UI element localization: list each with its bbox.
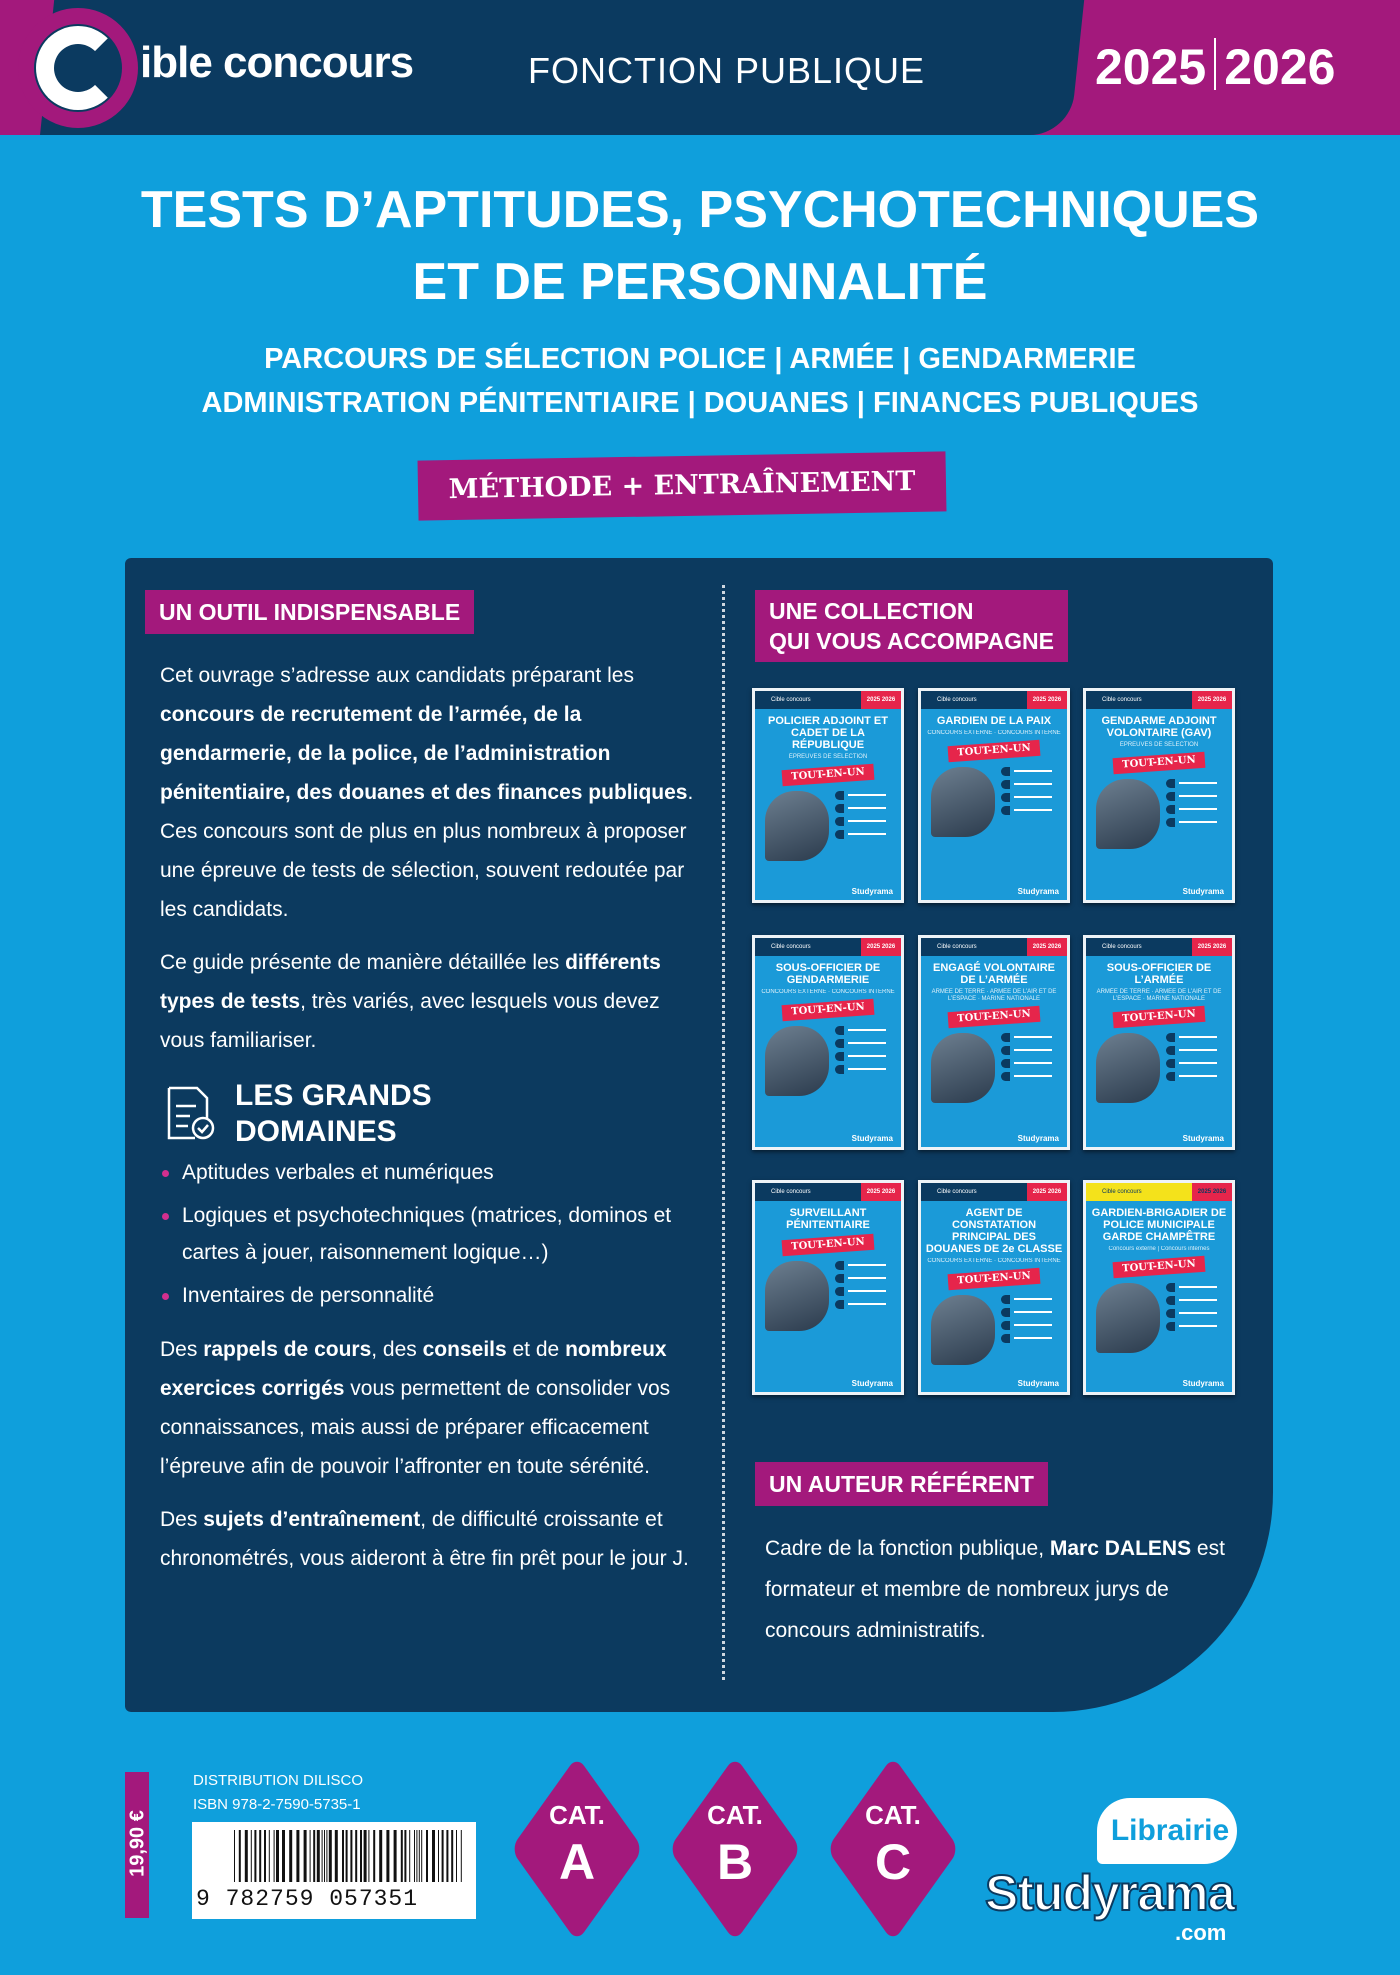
cover-header [1086, 1183, 1232, 1201]
cover-tout-en-un: TOUT-EN-UN [948, 1006, 1041, 1028]
collection-cover[interactable] [918, 935, 1070, 1150]
cover-years [861, 691, 901, 709]
cover-photo [765, 791, 829, 861]
text: Des [160, 1508, 204, 1531]
bold-text: rappels de cours [203, 1338, 372, 1361]
cover-header [1086, 691, 1232, 709]
barcode-bar [234, 1830, 235, 1882]
cover-years [861, 1183, 901, 1201]
cover-brand: Cible concours [937, 1189, 977, 1195]
domains-title-line1: LES GRANDS [235, 1079, 432, 1112]
collection-cover[interactable] [1083, 1180, 1235, 1395]
cover-body [765, 1026, 901, 1133]
text: Cadre de la fonction publique, [765, 1537, 1050, 1560]
cover-brand: Cible concours [771, 944, 811, 950]
barcode-bar [245, 1830, 248, 1882]
cover-year: 2026 [881, 944, 896, 950]
cover-year: 2025 [1032, 1189, 1047, 1195]
cover-tout-en-un: TOUT-EN-UN [1113, 1006, 1206, 1028]
cover-brand: Cible concours [771, 1189, 811, 1195]
barcode [192, 1822, 476, 1919]
cover-year: 2026 [1047, 1189, 1062, 1195]
intro-paragraph [160, 656, 700, 929]
cover-header [921, 1183, 1067, 1201]
cover-years [1027, 1183, 1067, 1201]
method-badge: MÉTHODE + ENTRAÎNEMENT [418, 451, 947, 520]
barcode-bar [438, 1830, 439, 1882]
cover-header [1086, 938, 1232, 956]
cover-year: 2026 [1047, 944, 1062, 950]
cover-photo [1096, 1283, 1160, 1353]
cover-body [931, 767, 1067, 886]
cover-tout-en-un: TOUT-EN-UN [782, 1234, 875, 1256]
cover-title: POLICIER ADJOINT ET CADET DE LA RÉPUBLIQUE [768, 715, 888, 751]
text: , des [371, 1338, 423, 1361]
barcode-bar [342, 1830, 344, 1882]
barcode-bar [461, 1830, 462, 1882]
cover-years [1027, 938, 1067, 956]
cover-header [921, 691, 1067, 709]
cover-year: 2025 [866, 697, 881, 703]
text: , de difficulté croissante et chronométrés, vous aideront à être fin prêt pour le jour J. [160, 1508, 689, 1570]
cover-features [835, 791, 895, 886]
barcode-bar [446, 1830, 448, 1882]
text: Cet ouvrage s’adresse aux candidats préparant les [160, 664, 634, 687]
cover-publisher: Studyrama [1182, 1134, 1224, 1143]
edition-years [1095, 38, 1335, 96]
training-paragraph [160, 1500, 700, 1578]
cover-publisher: Studyrama [1182, 1379, 1224, 1388]
cat-label: CAT. [707, 1800, 763, 1830]
barcode-bar [313, 1830, 315, 1882]
barcode-bar [451, 1830, 453, 1882]
bold-text: conseils [422, 1338, 507, 1361]
category-a-badge [502, 1772, 652, 1922]
domains-title-line2: DOMAINES [235, 1115, 397, 1148]
barcode-bar [416, 1830, 417, 1882]
barcode-bar [442, 1830, 444, 1882]
cover-body [1096, 779, 1232, 886]
cover-photo [765, 1261, 829, 1331]
cover-years [861, 938, 901, 956]
cover-features [1166, 1283, 1226, 1378]
book-subtitle-line2: ADMINISTRATION PÉNITENTIAIRE | DOUANES | FINANCES PUBLIQUES [201, 387, 1199, 419]
barcode-bar [282, 1830, 285, 1882]
logo-librairie: Librairie [1110, 1814, 1230, 1847]
cover-subtitle: Concours externe | Concours internes [1108, 1246, 1210, 1252]
cover-header [921, 938, 1067, 956]
cover-title: ENGAGÉ VOLONTAIRE DE L’ARMÉE [932, 962, 1056, 986]
barcode-bar [401, 1830, 403, 1882]
cover-year: 2026 [1212, 944, 1227, 950]
cover-features [835, 1026, 895, 1133]
left-column [145, 590, 700, 1578]
year-end: 2026 [1224, 39, 1336, 95]
cover-year: 2025 [866, 944, 881, 950]
cover-photo [931, 1295, 995, 1365]
year-start: 2025 [1095, 39, 1207, 95]
cover-brand: Cible concours [771, 697, 811, 703]
cover-tout-en-un: TOUT-EN-UN [1113, 1256, 1206, 1278]
barcode-bar [414, 1830, 415, 1882]
price: 19,90 € [126, 1810, 149, 1877]
document-check-icon [165, 1086, 215, 1142]
cover-publisher: Studyrama [851, 887, 893, 896]
cover-year: 2025 [866, 1189, 881, 1195]
cover-years [1027, 691, 1067, 709]
cover-subtitle: CONCOURS EXTERNE · CONCOURS INTERNE [927, 1258, 1061, 1264]
cover-features [1001, 1295, 1061, 1378]
barcode-bar [296, 1830, 299, 1882]
cover-tout-en-un: TOUT-EN-UN [948, 1268, 1041, 1290]
cover-photo [1096, 779, 1160, 849]
cover-year: 2025 [1032, 944, 1047, 950]
cover-brand: Cible concours [937, 944, 977, 950]
barcode-bar [355, 1830, 357, 1882]
isbn: ISBN 978-2-7590-5735-1 [193, 1796, 361, 1813]
barcode-bar [432, 1830, 435, 1882]
column-divider [722, 585, 725, 1680]
domains-title [235, 1078, 432, 1150]
collection-cover[interactable] [918, 1180, 1070, 1395]
cover-subtitle: CONCOURS EXTERNE · CONCOURS INTERNE [761, 989, 895, 995]
cat-label: CAT. [865, 1800, 921, 1830]
cover-year: 2025 [1032, 697, 1047, 703]
barcode-bar [404, 1830, 406, 1882]
collection-tag-line2: QUI VOUS ACCOMPAGNE [769, 628, 1054, 654]
barcode-bar [274, 1830, 275, 1882]
bold-text: nombreux exercices corrigés [160, 1338, 667, 1400]
cover-body [931, 1033, 1067, 1133]
cover-body [1096, 1283, 1232, 1378]
collection-tag-line1: UNE COLLECTION [769, 598, 974, 624]
cover-years [1192, 938, 1232, 956]
cover-subtitle: CONCOURS EXTERNE · CONCOURS INTERNE [927, 730, 1061, 736]
book-title-line1: TESTS D’APTITUDES, PSYCHOTECHNIQUES [140, 181, 1260, 239]
cover-year: 2025 [1197, 697, 1212, 703]
cover-year: 2025 [1197, 944, 1212, 950]
guide-paragraph [160, 943, 700, 1060]
cover-title: SOUS-OFFICIER DE L’ARMÉE [1106, 962, 1212, 986]
cover-subtitle: ARMÉE DE TERRE · ARMÉE DE L’AIR ET DE L’ESPACE · MARINE NATIONALE [1096, 989, 1222, 1002]
author-paragraph [765, 1528, 1225, 1651]
barcode-bar [317, 1830, 320, 1882]
collection-cover[interactable] [752, 935, 904, 1150]
logo-studyrama: Studyrama [985, 1865, 1235, 1921]
distribution: DISTRIBUTION DILISCO [193, 1772, 364, 1789]
bold-text: concours de recrutement de l’armée, de la gendarmerie, de la police, de l’administration pénitentiaire, des douanes et des finances publiques [160, 703, 688, 804]
barcode-bar [326, 1830, 327, 1882]
cover-title: GARDIEN-BRIGADIER DE POLICE MUNICIPALE GARDE CHAMPÊTRE [1091, 1207, 1227, 1243]
cover-year: 2026 [1047, 697, 1062, 703]
barcode-bar [373, 1830, 375, 1882]
bold-text: différents types de tests [160, 951, 661, 1013]
text: . Ces concours sont de plus en plus nombreux à proposer une épreuve de tests de sélection, souvent redoutée par les candidats. [160, 781, 694, 921]
barcode-bar [335, 1830, 338, 1882]
cover-publisher: Studyrama [1182, 887, 1224, 896]
cover-body [1096, 1033, 1232, 1133]
cover-publisher: Studyrama [851, 1379, 893, 1388]
barcode-bar [259, 1830, 261, 1882]
cover-subtitle: ÉPREUVES DE SÉLECTION [788, 754, 868, 760]
cover-title: GARDIEN DE LA PAIX [936, 715, 1052, 727]
text: est formateur et membre de nombreux jurys de concours administratifs. [765, 1537, 1225, 1642]
cover-year: 2025 [1197, 1189, 1212, 1195]
cat-letter: A [558, 1834, 596, 1890]
cover-body [931, 1295, 1067, 1378]
cover-subtitle: ÉPREUVES DE SÉLECTION [1119, 742, 1199, 748]
bold-text: Marc DALENS [1049, 1537, 1192, 1560]
cover-publisher: Studyrama [1017, 1134, 1059, 1143]
cover-features [1001, 1033, 1061, 1133]
cover-features [1166, 1033, 1226, 1133]
barcode-bar [304, 1830, 307, 1882]
domain-item: Inventaires de personnalité [160, 1277, 700, 1314]
text: vous permettent de consolider vos connaissances, mais aussi de préparer efficacement l’épreuve afin de pouvoir l’affronter en toute sérénité. [160, 1377, 671, 1478]
year-separator [1214, 38, 1216, 90]
barcode-bar [254, 1830, 256, 1882]
barcode-bar [419, 1830, 420, 1882]
domains-heading [165, 1078, 432, 1150]
brand-name: ible concours [140, 38, 414, 87]
cover-tout-en-un: TOUT-EN-UN [1113, 752, 1206, 774]
cover-photo [1096, 1033, 1160, 1103]
barcode-bar [269, 1830, 270, 1882]
cover-years [1192, 691, 1232, 709]
domains-list [160, 1154, 700, 1320]
book-title-line2: ET DE PERSONNALITÉ [412, 253, 988, 311]
barcode-bar [409, 1830, 410, 1882]
cover-features [1166, 779, 1226, 886]
cover-year: 2026 [881, 1189, 896, 1195]
cover-brand: Cible concours [937, 697, 977, 703]
cover-publisher: Studyrama [1017, 887, 1059, 896]
tool-tag: UN OUTIL INDISPENSABLE [145, 590, 474, 634]
studyrama-logo [985, 1795, 1265, 1945]
cover-header [755, 1183, 901, 1201]
barcode-bar [322, 1830, 323, 1882]
cover-brand: Cible concours [1102, 697, 1142, 703]
cover-year: 2026 [1212, 1189, 1227, 1195]
collection-cover[interactable] [1083, 935, 1235, 1150]
domain-item: Logiques et psychotechniques (matrices, dominos et cartes à jouer, raisonnement logique…) [160, 1197, 700, 1271]
barcode-bar [239, 1830, 241, 1882]
cible-logo-c-icon [36, 26, 120, 110]
cover-year: 2026 [881, 697, 896, 703]
cat-label: CAT. [549, 1800, 605, 1830]
cover-brand: Cible concours [1102, 1189, 1142, 1195]
barcode-bar [364, 1830, 367, 1882]
barcode-bars [234, 1830, 462, 1882]
cover-tout-en-un: TOUT-EN-UN [782, 999, 875, 1021]
bold-text: sujets d’entraînement [203, 1508, 421, 1531]
barcode-bar [251, 1830, 252, 1882]
category-c-badge [818, 1772, 968, 1922]
cover-features [835, 1261, 895, 1378]
barcode-bar [426, 1830, 428, 1882]
barcode-bar [310, 1830, 311, 1882]
cover-publisher: Studyrama [1017, 1379, 1059, 1388]
barcode-bar [368, 1830, 369, 1882]
text: Ce guide présente de manière détaillée les [160, 951, 566, 974]
author-tag: UN AUTEUR RÉFÉRENT [755, 1462, 1048, 1506]
cover-years [1192, 1183, 1232, 1201]
cover-brand: Cible concours [1102, 944, 1142, 950]
barcode-bar [264, 1830, 266, 1882]
cover-features [1001, 767, 1061, 886]
collection-tag [755, 590, 1068, 662]
cover-header [755, 691, 901, 709]
barcode-bar [360, 1830, 362, 1882]
barcode-bar [456, 1830, 457, 1882]
logo-com: .com [1175, 1920, 1227, 1945]
cover-title: GENDARME ADJOINT VOLONTAIRE (GAV) [1101, 715, 1217, 739]
text: , très variés, avec lesquels vous devez vous familiariser. [160, 990, 660, 1052]
barcode-bar [324, 1830, 325, 1882]
category-b-badge [660, 1772, 810, 1922]
barcode-bar [276, 1830, 279, 1882]
barcode-bar [386, 1830, 389, 1882]
cover-publisher: Studyrama [851, 1134, 893, 1143]
cover-title: AGENT DE CONSTATATION PRINCIPAL DES DOUANES DE 2e CLASSE [925, 1207, 1063, 1255]
book-subtitle-line1: PARCOURS DE SÉLECTION POLICE | ARMÉE | GENDARMERIE [264, 343, 1136, 375]
collection-cover[interactable] [752, 1180, 904, 1395]
cover-header [755, 938, 901, 956]
cover-photo [765, 1026, 829, 1096]
barcode-bar [421, 1830, 422, 1882]
brand-subtitle: FONCTION PUBLIQUE [528, 50, 926, 91]
cover-tout-en-un: TOUT-EN-UN [782, 764, 875, 786]
cat-letter: C [874, 1834, 912, 1890]
collection-cover[interactable] [918, 688, 1070, 903]
cover-photo [931, 767, 995, 837]
cover-body [765, 1261, 901, 1378]
text: Des [160, 1338, 204, 1361]
price-badge [125, 1772, 149, 1918]
text: et de [506, 1338, 566, 1361]
cover-year: 2026 [1212, 697, 1227, 703]
collection-cover[interactable] [1083, 688, 1235, 903]
exercises-paragraph [160, 1330, 700, 1486]
barcode-bar [346, 1830, 348, 1882]
barcode-bar [329, 1830, 332, 1882]
barcode-bar [350, 1830, 352, 1882]
barcode-bar [394, 1830, 397, 1882]
cat-letter: B [716, 1834, 754, 1890]
cover-title: SURVEILLANT PÉNITENTIAIRE [786, 1207, 870, 1231]
barcode-bar [289, 1830, 292, 1882]
barcode-bar [379, 1830, 382, 1882]
cover-photo [931, 1033, 995, 1103]
author-section [755, 1462, 1235, 1651]
cover-subtitle: ARMÉE DE TERRE · ARMÉE DE L’AIR ET DE L’ESPACE · MARINE NATIONALE [931, 989, 1057, 1002]
cover-body [765, 791, 901, 886]
collection-cover[interactable] [752, 688, 904, 903]
cover-title: SOUS-OFFICIER DE GENDARMERIE [775, 962, 881, 986]
domain-item: Aptitudes verbales et numériques [160, 1154, 700, 1191]
barcode-number: 9 782759 057351 [196, 1886, 419, 1912]
cover-tout-en-un: TOUT-EN-UN [948, 740, 1041, 762]
